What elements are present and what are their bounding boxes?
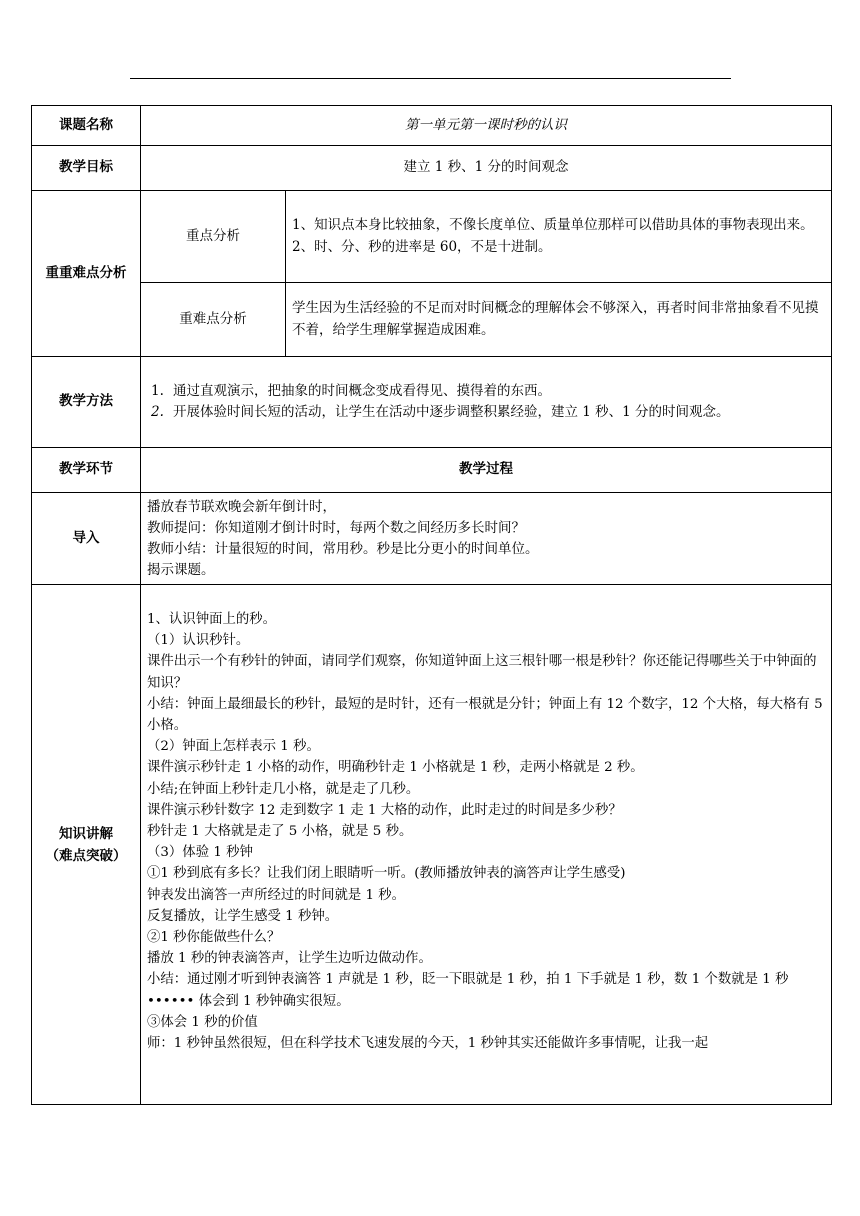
row-method xyxy=(32,357,832,448)
section-process-label: 教学过程 xyxy=(141,448,832,493)
section-step-label: 教学环节 xyxy=(32,448,141,493)
key-analysis-line: 2、时、分、秒的进率是 60，不是十进制。 xyxy=(292,238,552,255)
intro-label: 导入 xyxy=(32,493,141,585)
method-item-text: 通过直观演示，把抽象的时间概念变成看得见、摸得着的东西。 xyxy=(173,382,551,399)
knowledge-line: ③体会 1 秒的价值 xyxy=(147,1014,258,1030)
knowledge-line: 师：1 秒钟虽然很短，但在科学技术飞速发展的今天，1 秒钟其实还能做许多事情呢，让我一起 xyxy=(147,1036,709,1052)
knowledge-line: （2）钟面上怎样表示 1 秒。 xyxy=(147,739,320,755)
header-rule xyxy=(130,78,731,79)
goal-label: 教学目标 xyxy=(32,146,141,191)
row-title xyxy=(32,106,832,146)
method-item xyxy=(147,402,825,424)
knowledge-line: 小结;在钟面上秒针走几小格，就是走了几秒。 xyxy=(147,781,420,797)
knowledge-line: 小结：钟面上最细最长的秒针，最短的是时针，还有一根就是分针；钟面上有 12 个数字，12 个大格，每大格有 5 小格。 xyxy=(147,696,823,734)
difficult-analysis-text: 学生因为生活经验的不足而对时间概念的理解体会不够深入，再者时间非常抽象看不见摸不着，给学生理解掌握造成困难。 xyxy=(286,283,832,357)
row-section-header xyxy=(32,448,832,493)
knowledge-line: （3）体验 1 秒钟 xyxy=(147,845,253,861)
knowledge-line: ②1 秒你能做些什么？ xyxy=(147,930,281,946)
method-item-text: 开展体验时间长短的活动，让学生在活动中逐步调整积累经验，建立 1 秒、1 分的时间观念。 xyxy=(173,404,730,420)
method-item xyxy=(147,381,825,403)
lesson-plan-table xyxy=(31,105,832,1105)
goal-value: 建立 1 秒、1 分的时间观念 xyxy=(141,146,832,191)
intro-line: 教师提问：你知道刚才倒计时时，每两个数之间经历多长时间？ xyxy=(147,519,525,536)
row-difficult-analysis xyxy=(32,283,832,357)
row-knowledge xyxy=(32,585,832,1105)
intro-line: 教师小结：计量很短的时间，常用秒。秒是比分更小的时间单位。 xyxy=(147,540,539,557)
key-analysis-line: 1、知识点本身比较抽象，不像长度单位、质量单位那样可以借助具体的事物表现出来。 xyxy=(292,217,814,233)
intro-line: 播放春节联欢晚会新年倒计时， xyxy=(147,498,336,515)
knowledge-label-line: （难点突破） xyxy=(45,847,127,864)
knowledge-line: 课件演示秒针数字 12 走到数字 1 走 1 大格的动作，此时走过的时间是多少秒？ xyxy=(147,802,622,818)
knowledge-line: 1、认识钟面上的秒。 xyxy=(147,612,277,627)
knowledge-line: ①1 秒到底有多长？让我们闭上眼睛听一听。(教师播放钟表的滴答声让学生感受) xyxy=(147,866,626,882)
knowledge-line: 小结：通过刚才听到钟表滴答 1 声就是 1 秒，眨一下眼就是 1 秒，拍 1 下手就是 1 秒，数 1 个数就是 1 秒 •••••• 体会到 1 秒钟确实很短。 xyxy=(147,972,789,1009)
row-intro xyxy=(32,493,832,585)
knowledge-line: 钟表发出滴答一声所经过的时间就是 1 秒。 xyxy=(147,887,406,903)
row-key-analysis xyxy=(32,191,832,283)
method-item-number: 1. xyxy=(151,382,164,399)
analysis-label: 重重难点分析 xyxy=(32,191,141,357)
intro-line: 揭示课题。 xyxy=(147,561,215,578)
knowledge-text xyxy=(141,585,832,1105)
row-goal xyxy=(32,146,832,191)
method-item-number: 2. xyxy=(151,404,164,420)
knowledge-line: （1）认识秒针。 xyxy=(147,633,250,649)
title-label: 课题名称 xyxy=(32,106,141,146)
knowledge-line: 秒针走 1 大格就是走了 5 小格，就是 5 秒。 xyxy=(147,824,413,840)
method-text xyxy=(141,357,832,448)
knowledge-line: 播放 1 秒的钟表滴答声，让学生边听边做动作。 xyxy=(147,951,432,967)
knowledge-line: 课件演示秒针走 1 小格的动作，明确秒针走 1 小格就是 1 秒，走两小格就是 2 秒。 xyxy=(147,760,644,776)
method-label: 教学方法 xyxy=(32,357,141,448)
key-analysis-label: 重点分析 xyxy=(141,191,286,283)
intro-text xyxy=(141,493,832,585)
key-analysis-text xyxy=(286,191,832,283)
knowledge-label xyxy=(32,585,141,1105)
knowledge-label-line: 知识讲解 xyxy=(59,825,113,842)
difficult-analysis-label: 重难点分析 xyxy=(141,283,286,357)
knowledge-line: 反复播放，让学生感受 1 秒钟。 xyxy=(147,908,339,924)
knowledge-line: 课件出示一个有秒针的钟面，请同学们观察，你知道钟面上这三根针哪一根是秒针？你还能记得哪些关于中钟面的知识？ xyxy=(147,654,817,691)
title-value: 第一单元第一课时秒的认识 xyxy=(141,106,832,146)
